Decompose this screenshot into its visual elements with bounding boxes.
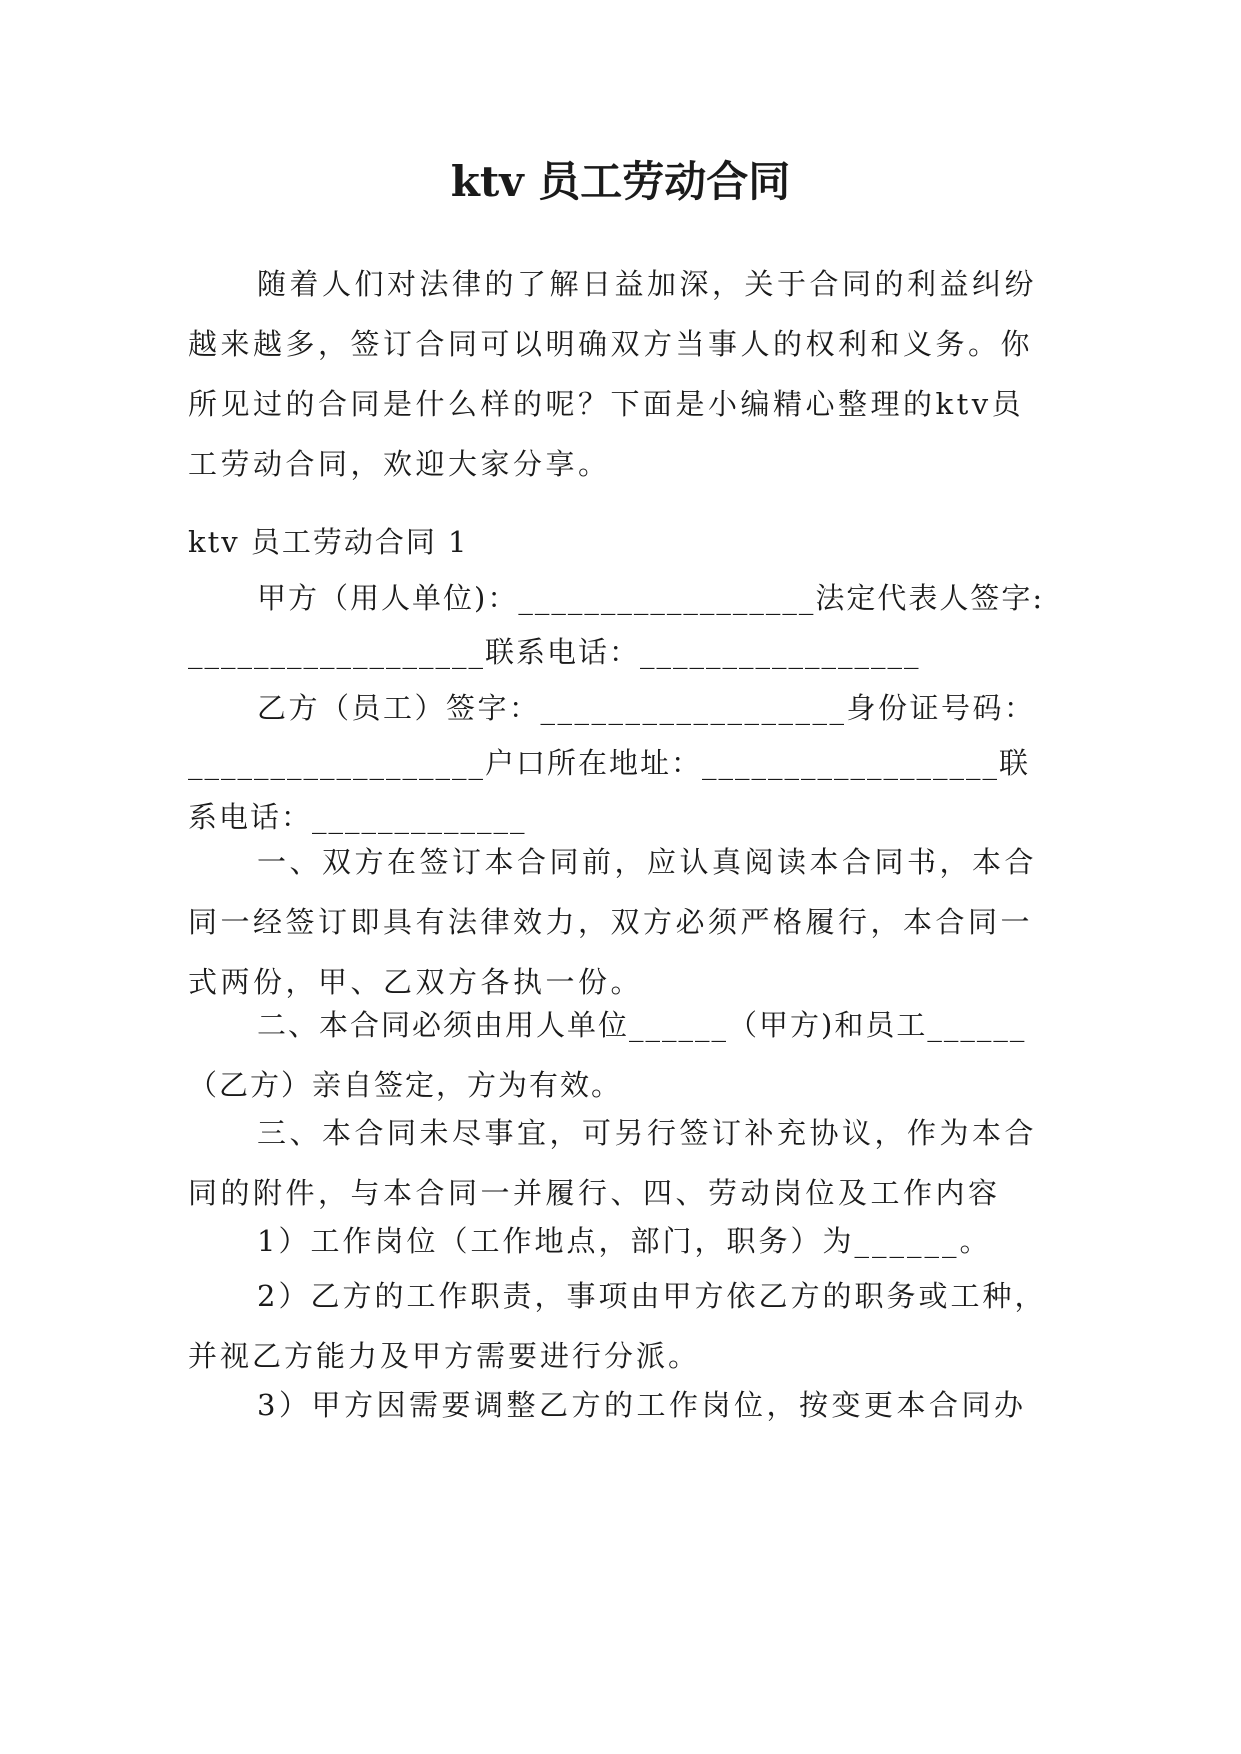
party-a-contact-line: __________________联系电话：_________________ bbox=[188, 635, 921, 669]
party-b-phone-line: 系电话：_____________ bbox=[188, 800, 527, 834]
party-a-line: 甲方（用人单位)：__________________法定代表人签字: bbox=[257, 581, 1045, 615]
clause-1: 一、双方在签订本合同前，应认真阅读本合同书，本合同一经签订即具有法律效力，双方必须严格履行，本合同一式两份，甲、乙双方各执一份。 bbox=[188, 845, 1038, 999]
item-1: 1）工作岗位（工作地点，部门，职务）为______。 bbox=[257, 1224, 992, 1258]
party-b-address-line: __________________户口所在地址：__________________联 bbox=[188, 746, 1031, 780]
clause-3: 三、本合同未尽事宜，可另行签订补充协议，作为本合同的附件，与本合同一并履行、四、劳动岗位及工作内容 bbox=[188, 1116, 1038, 1210]
section-heading: ktv 员工劳动合同 1 bbox=[188, 525, 469, 559]
clause-2: 二、本合同必须由用人单位______（甲方)和员工______（乙方）亲自签定，方为有效。 bbox=[188, 1008, 1027, 1102]
item-3: 3）甲方因需要调整乙方的工作岗位，按变更本合同办 bbox=[257, 1388, 1027, 1422]
intro-paragraph: 随着人们对法律的了解日益加深，关于合同的利益纠纷越来越多，签订合同可以明确双方当事人的权利和义务。你所见过的合同是什么样的呢？下面是小编精心整理的ktv员工劳动合同，欢迎大家分享。 bbox=[188, 267, 1038, 481]
document-title: ktv 员工劳动合同 bbox=[450, 157, 791, 206]
item-2: 2）乙方的工作职责，事项由甲方依乙方的职务或工种，并视乙方能力及甲方需要进行分派。 bbox=[188, 1279, 1047, 1373]
party-b-line: 乙方（员工）签字：__________________身份证号码： bbox=[257, 691, 1036, 725]
